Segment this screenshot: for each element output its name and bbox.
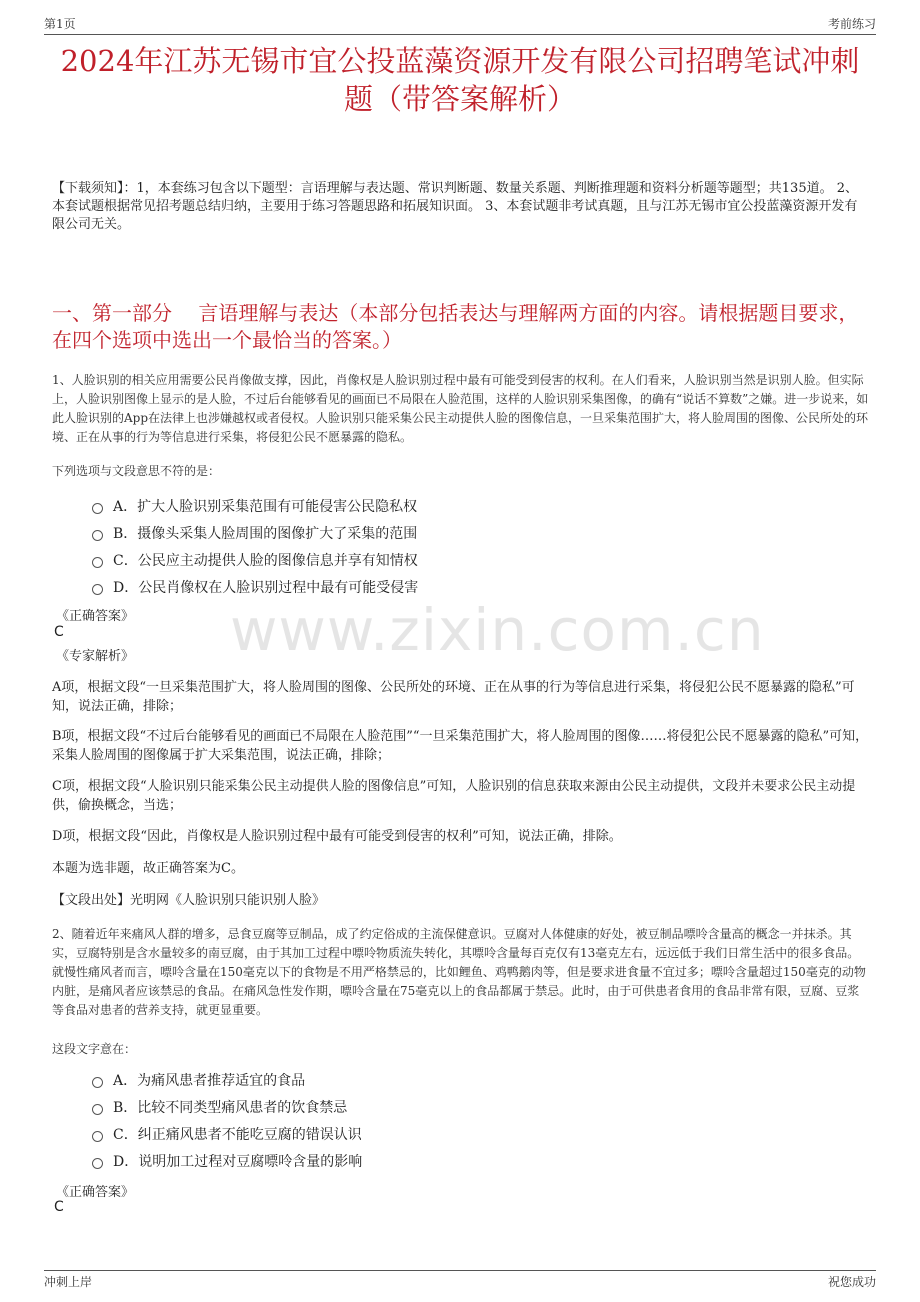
- q2-option-c[interactable]: [92, 1124, 362, 1144]
- q2-option-d[interactable]: [92, 1151, 362, 1171]
- q2-answer-label: 《正确答案》: [56, 1185, 135, 1200]
- radio-icon[interactable]: [92, 503, 103, 514]
- radio-icon[interactable]: [92, 1131, 103, 1142]
- section-heading: 一、第一部分 言语理解与表达（本部分包括表达与理解两方面的内容。请根据题目要求，在四个选项中选出一个最恰当的答案。）: [52, 301, 859, 352]
- q1-analysis-label: 《专家解析》: [56, 649, 135, 664]
- question-2-text: 2、随着近年来痛风人群的增多，忌食豆腐等豆制品，成了约定俗成的主流保健意识。豆腐对人体健康的好处，被豆制品嘌呤含量高的概念一并抹杀。其实，豆腐特别是含水量较多的南豆腐，由于其加工过程中嘌呤物质流失转化，其嘌呤含量每百克仅有13毫克左右，远远低于我们日常生活中的很多食品。就慢性痛风者而言，嘌呤含量在150毫克以下的食物是不用严格禁忌的，比如鲤鱼、鸡鸭鹅肉等，但是要求进食量不宜过多；嘌呤含量超过150毫克的动物内脏，是痛风者应该禁忌的食品。在痛风急性发作期，嘌呤含量在75毫克以上的食品都属于禁忌。此时，由于可供患者食用的食品非常有限，豆腐、豆浆等食品对患者的营养支持，就更显重要。: [52, 927, 866, 1017]
- q1-answer-label: 《正确答案》: [56, 609, 135, 624]
- q1-answer: C: [54, 624, 64, 640]
- q1-option-a[interactable]: [92, 496, 417, 516]
- q2-answer: C: [54, 1199, 64, 1215]
- option-label: D．说明加工过程对豆腐嘌呤含量的影响: [113, 1154, 363, 1170]
- radio-icon[interactable]: [92, 1158, 103, 1169]
- page-footer: [44, 1270, 876, 1297]
- option-label: A．扩大人脸识别采集范围有可能侵害公民隐私权: [113, 499, 418, 515]
- q1-conclusion: 本题为选非题，故正确答案为C。: [52, 861, 244, 876]
- radio-icon[interactable]: [92, 584, 103, 595]
- radio-icon[interactable]: [92, 1104, 103, 1115]
- radio-icon[interactable]: [92, 1077, 103, 1088]
- page-header: [44, 12, 876, 35]
- watermark: www.zixin.com.cn: [230, 596, 765, 664]
- q1-analysis-b: B项，根据文段“不过后台能够看见的画面已不局限在人脸范围”“一旦采集范围扩大，将人脸周围的图像……将侵犯公民不愿暴露的隐私”可知，采集人脸周围的图像属于扩大采集范围，说法正确，排除；: [52, 729, 869, 763]
- question-1-prompt: 下列选项与文段意思不符的是：: [52, 464, 221, 478]
- download-notice: 【下载须知】：1，本套练习包含以下题型：言语理解与表达题、常识判断题、数量关系题、判断推理题和资料分析题等题型；共135道。 2、本套试题根据常见招考题总结归纳，主要用于练习答题思路和拓展知识面。 3、本套试题非考试真题，且与江苏无锡市宜公投蓝藻资源开发有限公司无关。: [52, 181, 858, 232]
- q2-option-b[interactable]: [92, 1097, 347, 1117]
- option-label: B．摄像头采集人脸周围的图像扩大了采集的范围: [113, 526, 418, 542]
- document-title: 2024年江苏无锡市宜公投蓝藻资源开发有限公司招聘笔试冲刺题（带答案解析）: [60, 44, 860, 116]
- footer-left: 冲刺上岸: [44, 1275, 93, 1289]
- option-label: C．纠正痛风患者不能吃豆腐的错误认识: [113, 1127, 362, 1143]
- option-label: B．比较不同类型痛风患者的饮食禁忌: [113, 1100, 348, 1116]
- q1-option-d[interactable]: [92, 577, 418, 597]
- q1-analysis-c: C项，根据文段“人脸识别只能采集公民主动提供人脸的图像信息”可知，人脸识别的信息获取来源由公民主动提供，文段并未要求公民主动提供，偷换概念，当选；: [52, 779, 856, 813]
- q2-option-a[interactable]: [92, 1070, 305, 1090]
- question-2-prompt: 这段文字意在：: [52, 1042, 137, 1056]
- radio-icon[interactable]: [92, 530, 103, 541]
- option-label: D．公民肖像权在人脸识别过程中最有可能受侵害: [113, 580, 419, 596]
- q1-option-c[interactable]: [92, 550, 418, 570]
- option-label: A．为痛风患者推荐适宜的食品: [113, 1073, 306, 1089]
- question-1-text: 1、人脸识别的相关应用需要公民肖像做支撑，因此，肖像权是人脸识别过程中最有可能受到侵害的权利。在人们看来，人脸识别当然是识别人脸。但实际上，人脸识别图像上显示的是人脸，不过后台能够看见的画面已不局限在人脸范围，这样的人脸识别采集图像，的确有“说话不算数”之嫌。进一步说来，如此人脸识别的App在法律上也涉嫌越权或者侵权。人脸识别只能采集公民主动提供人脸的图像信息，一旦采集范围扩大，将人脸周围的图像、公民所处的环境、正在从事的行为等信息进行采集，将侵犯公民不愿暴露的隐私。: [52, 373, 869, 444]
- option-label: C．公民应主动提供人脸的图像信息并享有知情权: [113, 553, 418, 569]
- q1-option-b[interactable]: [92, 523, 417, 543]
- q1-analysis-a: A项，根据文段“一旦采集范围扩大，将人脸周围的图像、公民所处的环境、正在从事的行为等信息进行采集，将侵犯公民不愿暴露的隐私”可知，说法正确，排除；: [52, 680, 855, 714]
- page-number: 第1页: [44, 17, 76, 31]
- q1-source: 【文段出处】光明网《人脸识别只能识别人脸》: [52, 893, 326, 908]
- radio-icon[interactable]: [92, 557, 103, 568]
- footer-right: 祝您成功: [827, 1275, 876, 1289]
- header-tag: 考前练习: [827, 17, 876, 31]
- q1-analysis-d: D项，根据文段“因此，肖像权是人脸识别过程中最有可能受到侵害的权利”可知，说法正确，排除。: [52, 829, 622, 844]
